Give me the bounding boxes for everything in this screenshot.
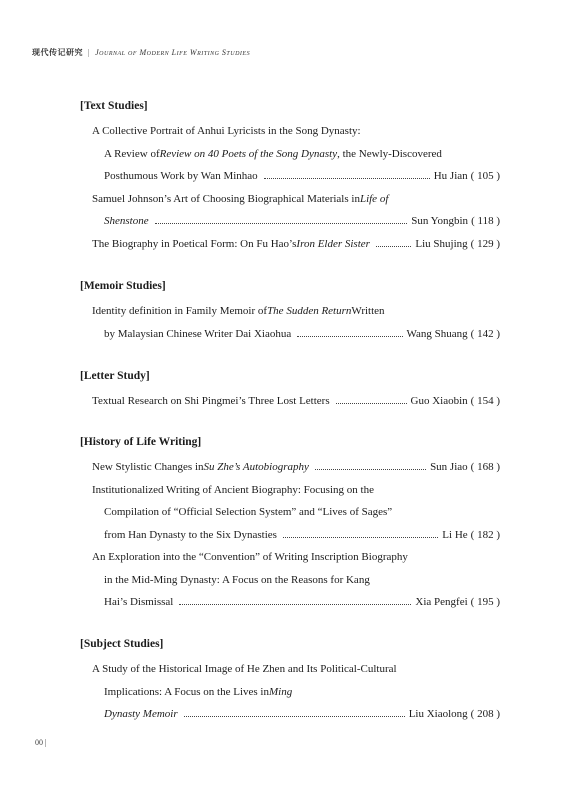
entry-text: The Biography in Poetical Form: On Fu Hao’s [92, 237, 297, 250]
toc-entry[interactable] [80, 479, 500, 547]
toc-entry-line [80, 456, 500, 479]
toc-entry[interactable] [80, 546, 500, 614]
italic-title-text: Dynasty Memoir [104, 708, 178, 720]
entry-page-number: ( 129 ) [471, 233, 500, 256]
header-separator: | [88, 48, 91, 57]
entry-text: New Stylistic Changes in [92, 461, 204, 473]
running-header [32, 47, 540, 58]
entry-text: Identity definition in Family Memoir of [92, 305, 268, 317]
entry-author: Li He [442, 528, 468, 541]
entry-text: A Review of [104, 147, 160, 160]
entry-text: Implications: A Focus on the Lives in [104, 685, 269, 698]
dot-leader [297, 336, 402, 337]
entry-text: from Han Dynasty to the Six Dynasties [104, 528, 277, 541]
dot-leader [336, 403, 407, 404]
toc-entry[interactable] [80, 456, 500, 479]
entry-author: Xia Pengfei [415, 596, 468, 608]
toc-entry-line [80, 390, 500, 413]
italic-title-text: Shenstone [104, 215, 149, 227]
entry-text: Institutionalized Writing of Ancient Biography: Focusing on the [92, 483, 374, 496]
section-title: [Text Studies] [80, 100, 148, 112]
italic-title-text: The Sudden Return [267, 305, 352, 317]
entry-text: Samuel Johnson’s Art of Choosing Biographical Materials in [92, 192, 360, 205]
entry-page-number: ( 195 ) [471, 591, 500, 614]
toc-entry-line [80, 143, 500, 166]
entry-text: A Collective Portrait of Anhui Lyricists in the Song Dynasty: [92, 125, 361, 137]
entry-text: by Malaysian Chinese Writer Dai Xiaohua [104, 327, 292, 340]
toc-entry-line [80, 188, 500, 211]
toc-section [80, 277, 500, 345]
italic-title-text: Su Zhe’s Autobiography [203, 461, 309, 473]
dot-leader [179, 604, 411, 605]
toc-entry-line [80, 591, 500, 614]
entry-page-number: ( 142 ) [471, 323, 500, 346]
dot-leader [283, 537, 438, 538]
section-title: [Memoir Studies] [80, 280, 166, 292]
entry-page-number: ( 118 ) [471, 210, 500, 233]
toc-entry-line [80, 210, 500, 233]
toc-section [80, 367, 500, 413]
entry-text: Compilation of “Official Selection System” and “Lives of Sages” [104, 506, 393, 518]
italic-title-text: Iron Elder Sister [296, 237, 370, 250]
toc-entry[interactable] [80, 300, 500, 345]
toc-entry-line [80, 681, 500, 704]
entry-page-number: ( 154 ) [471, 390, 500, 413]
toc-entry[interactable] [80, 390, 500, 413]
dot-leader [315, 469, 426, 470]
entry-text: Hai’s Dismissal [104, 596, 174, 608]
journal-title-en: Journal of Modern Life Writing Studies [95, 48, 251, 57]
toc-entry-line [80, 524, 500, 547]
toc-entry-line [80, 569, 500, 592]
toc-section [80, 635, 500, 726]
entry-text: Written [351, 305, 385, 317]
dot-leader [264, 178, 430, 179]
toc-entry-line [80, 703, 500, 726]
entry-text: An Exploration into the “Convention” of Writing Inscription Biography [92, 551, 408, 563]
entry-page-number: ( 182 ) [471, 524, 500, 547]
entry-author: Liu Shujing [415, 237, 468, 250]
toc-entry[interactable] [80, 233, 500, 256]
entry-page-number: ( 168 ) [471, 456, 500, 479]
entry-author: Hu Jian [433, 170, 468, 182]
toc-entry-line [80, 165, 500, 188]
journal-title-cn: 现代传记研究 [32, 48, 83, 57]
entry-text: A Study of the Historical Image of He Zhen and Its Political-Cultural [92, 663, 397, 675]
entry-author: Wang Shuang [406, 327, 468, 340]
toc-entry[interactable] [80, 188, 500, 233]
toc-entry[interactable] [80, 658, 500, 726]
toc-entry-line [80, 479, 500, 502]
toc-entry-line [80, 120, 500, 143]
section-title: [Subject Studies] [80, 638, 164, 650]
entry-text: Posthumous Work by Wan Minhao [104, 170, 258, 182]
entry-author: Guo Xiaobin [410, 395, 468, 407]
entry-author: Sun Jiao [430, 461, 468, 473]
toc-entry-line [80, 233, 500, 256]
dot-leader [184, 716, 405, 717]
toc-entry-line [80, 658, 500, 681]
toc-entry-line [80, 300, 500, 323]
toc-section [80, 433, 500, 614]
dot-leader [155, 223, 408, 224]
entry-page-number: ( 208 ) [471, 703, 500, 726]
italic-title-text: Review on 40 Poets of the Song Dynasty [159, 147, 338, 160]
toc-entry-line [80, 323, 500, 346]
italic-title-text: Life of [359, 192, 389, 205]
toc-entry-line [80, 546, 500, 569]
entry-text: , the Newly-Discovered [337, 147, 442, 160]
entry-text: Textual Research on Shi Pingmei’s Three Lost Letters [92, 395, 330, 407]
toc-section [80, 97, 500, 255]
dot-leader [376, 246, 411, 247]
entry-author: Sun Yongbin [411, 215, 469, 227]
section-title: [History of Life Writing] [80, 436, 202, 448]
toc-entry-line [80, 501, 500, 524]
entry-author: Liu Xiaolong [408, 708, 468, 720]
entry-page-number: ( 105 ) [471, 165, 500, 188]
section-title: [Letter Study] [80, 370, 150, 382]
entry-text: in the Mid-Ming Dynasty: A Focus on the Reasons for Kang [104, 573, 370, 586]
italic-title-text: Ming [269, 685, 293, 698]
toc-entry[interactable] [80, 120, 500, 188]
page-number: 00 | [35, 738, 47, 747]
